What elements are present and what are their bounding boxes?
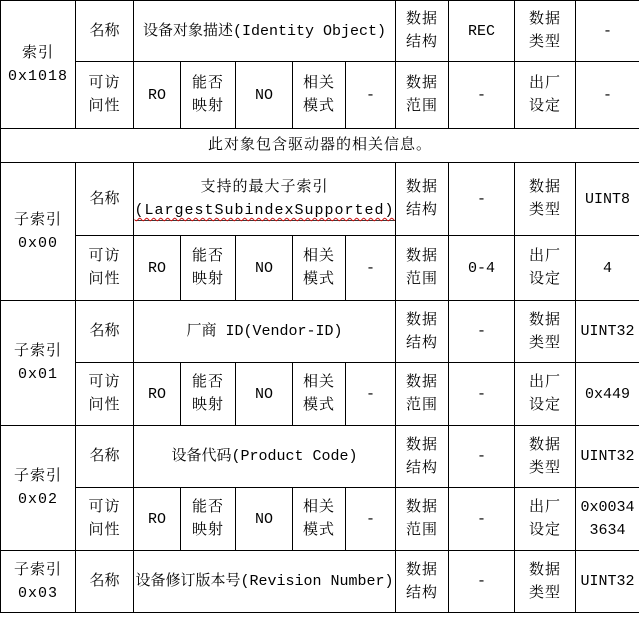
factory-default-label: 出厂 设定 — [515, 236, 576, 301]
mode-label: 相关 模式 — [293, 488, 346, 551]
data-type-value: UINT32 — [576, 551, 639, 613]
data-struct-label: 数据 结构 — [396, 163, 449, 236]
factory-default-value: 0x449 — [576, 363, 639, 426]
data-type-value: UINT32 — [576, 301, 639, 363]
factory-default-label: 出厂 设定 — [515, 62, 576, 129]
mode-value: - — [346, 236, 396, 301]
access-value: RO — [134, 363, 181, 426]
index-value: 0x00 — [17, 234, 58, 252]
mode-value: - — [346, 363, 396, 426]
mappable-label: 能否 映射 — [181, 62, 236, 129]
name-value: 厂商 ID(Vendor-ID) — [134, 301, 396, 363]
data-range-label: 数据 范围 — [396, 236, 449, 301]
mode-label: 相关 模式 — [293, 62, 346, 129]
data-type-value: UINT32 — [576, 426, 639, 488]
data-range-label: 数据 范围 — [396, 363, 449, 426]
factory-default-value: 0x0034 3634 — [576, 488, 639, 551]
data-range-value: - — [449, 62, 515, 129]
name-label: 名称 — [76, 426, 134, 488]
factory-default-value: 4 — [576, 236, 639, 301]
factory-default-label: 出厂 设定 — [515, 488, 576, 551]
name-label: 名称 — [76, 551, 134, 613]
mode-value: - — [346, 488, 396, 551]
index-label: 子索引 — [13, 343, 62, 360]
data-struct-value: REC — [449, 1, 515, 62]
name-label: 名称 — [76, 1, 134, 62]
subindex-0x00-access-row — [1, 236, 639, 301]
index-value: 0x1018 — [7, 67, 68, 85]
subindex-0x00-name-row — [1, 163, 639, 236]
data-range-value: - — [449, 488, 515, 551]
index-value: 0x02 — [17, 491, 58, 508]
access-label: 可访 问性 — [76, 62, 134, 129]
object-description-note: 此对象包含驱动器的相关信息。 — [1, 129, 639, 163]
spellcheck-underlined-text: (LargestSubindexSupported) — [134, 202, 395, 219]
access-value: RO — [134, 488, 181, 551]
data-range-label: 数据 范围 — [396, 488, 449, 551]
index-0x1018-access-row — [1, 62, 639, 129]
index-label: 子索引 — [13, 561, 62, 579]
subindex-0x01-access-row — [1, 363, 639, 426]
data-type-label: 数据 类型 — [515, 1, 576, 62]
index-0x1018-name-row — [1, 1, 639, 62]
data-type-value: - — [576, 1, 639, 62]
name-value: 设备对象描述(Identity Object) — [134, 1, 396, 62]
name-value: 设备修订版本号(Revision Number) — [134, 551, 396, 613]
index-cell — [1, 426, 76, 551]
access-label: 可访 问性 — [76, 488, 134, 551]
subindex-0x01-name-row — [1, 301, 639, 363]
data-type-label: 数据 类型 — [515, 301, 576, 363]
subindex-0x02-access-row — [1, 488, 639, 551]
note-row — [1, 129, 639, 163]
access-value: RO — [134, 62, 181, 129]
name-label: 名称 — [76, 163, 134, 236]
mappable-label: 能否 映射 — [181, 488, 236, 551]
access-label: 可访 问性 — [76, 363, 134, 426]
index-label: 子索引 — [13, 211, 62, 229]
mappable-value: NO — [236, 62, 293, 129]
subindex-0x03-name-row — [1, 551, 639, 613]
mappable-value: NO — [236, 488, 293, 551]
mappable-value: NO — [236, 363, 293, 426]
data-range-value: 0-4 — [449, 236, 515, 301]
index-cell — [1, 551, 76, 613]
index-label: 索引 — [21, 44, 54, 62]
name-label: 名称 — [76, 301, 134, 363]
access-label: 可访 问性 — [76, 236, 134, 301]
mode-label: 相关 模式 — [293, 363, 346, 426]
name-value: 支持的最大子索引 (LargestSubindexSupported) — [134, 163, 396, 236]
data-struct-value: - — [449, 551, 515, 613]
factory-default-value: - — [576, 62, 639, 129]
data-range-label: 数据 范围 — [396, 62, 449, 129]
mode-label: 相关 模式 — [293, 236, 346, 301]
index-label: 子索引 — [13, 468, 62, 485]
index-value: 0x03 — [17, 584, 58, 602]
data-type-label: 数据 类型 — [515, 426, 576, 488]
index-cell — [1, 163, 76, 301]
access-value: RO — [134, 236, 181, 301]
data-struct-label: 数据 结构 — [396, 551, 449, 613]
data-struct-label: 数据 结构 — [396, 301, 449, 363]
index-value: 0x01 — [17, 366, 58, 383]
index-cell — [1, 1, 76, 129]
name-value: 设备代码(Product Code) — [134, 426, 396, 488]
data-struct-value: - — [449, 163, 515, 236]
data-range-value: - — [449, 363, 515, 426]
index-cell — [1, 301, 76, 426]
mappable-label: 能否 映射 — [181, 236, 236, 301]
data-type-label: 数据 类型 — [515, 163, 576, 236]
data-struct-label: 数据 结构 — [396, 1, 449, 62]
factory-default-label: 出厂 设定 — [515, 363, 576, 426]
data-type-value: UINT8 — [576, 163, 639, 236]
mode-value: - — [346, 62, 396, 129]
mappable-label: 能否 映射 — [181, 363, 236, 426]
data-struct-value: - — [449, 426, 515, 488]
data-type-label: 数据 类型 — [515, 551, 576, 613]
data-struct-value: - — [449, 301, 515, 363]
data-struct-label: 数据 结构 — [396, 426, 449, 488]
mappable-value: NO — [236, 236, 293, 301]
subindex-0x02-name-row — [1, 426, 639, 488]
